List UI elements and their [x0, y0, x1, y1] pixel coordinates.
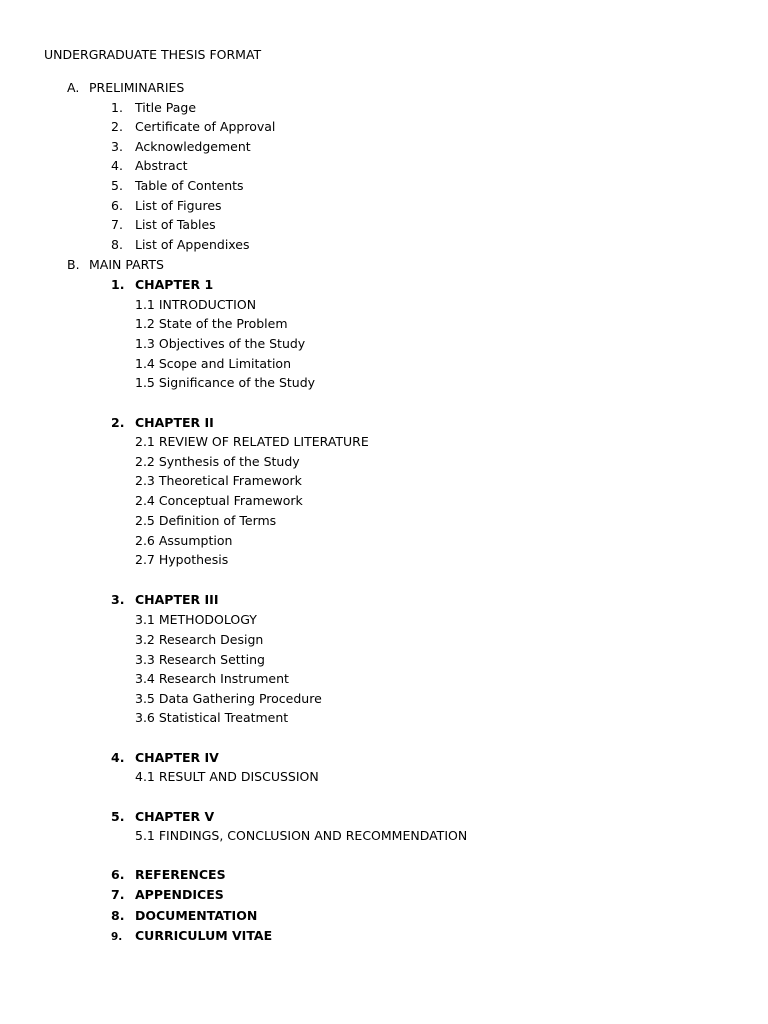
item-text: Title Page [135, 100, 197, 115]
list-item [111, 138, 251, 156]
item-text: APPENDICES [135, 887, 224, 902]
chapter-heading [111, 749, 219, 767]
subsection-item: 3.4 Research Instrument [135, 671, 289, 686]
subsection-item: 3.5 Data Gathering Procedure [135, 691, 322, 706]
subsection-item: 5.1 FINDINGS, CONCLUSION AND RECOMMENDATION [135, 828, 468, 843]
chapter-number: 3. [111, 592, 125, 607]
item-text: Abstract [135, 158, 188, 173]
section-b-heading [67, 256, 164, 274]
item-number: 1. [111, 100, 123, 115]
chapter-title: CHAPTER III [135, 592, 219, 607]
item-text: List of Appendixes [135, 237, 250, 252]
section-label: A. [67, 80, 80, 95]
item-text: CURRICULUM VITAE [135, 928, 273, 943]
document-title: UNDERGRADUATE THESIS FORMAT [44, 47, 262, 62]
chapter-title: CHAPTER V [135, 809, 215, 824]
list-item [111, 118, 275, 136]
chapter-heading [111, 808, 214, 826]
chapter-number: 5. [111, 809, 125, 824]
subsection-item: 1.5 Significance of the Study [135, 375, 316, 390]
subsection-item: 2.5 Definition of Terms [135, 513, 277, 528]
item-number: 8. [111, 237, 123, 252]
chapter-number: 1. [111, 277, 125, 292]
list-item [111, 216, 216, 234]
chapter-title: CHAPTER 1 [135, 277, 214, 292]
subsection-item: 3.2 Research Design [135, 632, 264, 647]
subsection-item: 2.1 REVIEW OF RELATED LITERATURE [135, 434, 369, 449]
chapter-number: 2. [111, 415, 125, 430]
chapter-title: CHAPTER II [135, 415, 214, 430]
end-item [111, 927, 272, 946]
subsection-item: 2.4 Conceptual Framework [135, 493, 303, 508]
end-item [111, 907, 257, 925]
item-text: Certificate of Approval [135, 119, 276, 134]
item-number: 5. [111, 178, 123, 193]
item-number: 9. [111, 931, 123, 943]
list-item [111, 157, 187, 175]
subsection-item: 4.1 RESULT AND DISCUSSION [135, 769, 319, 784]
item-number: 8. [111, 908, 125, 923]
item-number: 3. [111, 139, 123, 154]
item-number: 7. [111, 887, 125, 902]
subsection-item: 2.7 Hypothesis [135, 552, 229, 567]
chapter-heading [111, 276, 213, 294]
subsection-item: 2.3 Theoretical Framework [135, 473, 302, 488]
subsection-item: 1.3 Objectives of the Study [135, 336, 306, 351]
item-text: REFERENCES [135, 867, 226, 882]
chapter-heading [111, 591, 218, 609]
section-label: B. [67, 257, 80, 272]
subsection-item: 3.3 Research Setting [135, 652, 265, 667]
item-number: 7. [111, 217, 123, 232]
list-item [111, 236, 250, 254]
subsection-item: 2.2 Synthesis of the Study [135, 454, 300, 469]
chapter-title: CHAPTER IV [135, 750, 219, 765]
subsection-item: 3.1 METHODOLOGY [135, 612, 257, 627]
item-text: List of Tables [135, 217, 216, 232]
list-item [111, 197, 222, 215]
section-title: MAIN PARTS [89, 257, 164, 272]
list-item [111, 177, 244, 195]
item-number: 2. [111, 119, 123, 134]
section-a-heading [67, 79, 184, 97]
item-number: 4. [111, 158, 123, 173]
subsection-item: 3.6 Statistical Treatment [135, 710, 289, 725]
list-item [111, 99, 196, 117]
subsection-item: 1.1 INTRODUCTION [135, 297, 257, 312]
item-text: Acknowledgement [135, 139, 251, 154]
section-title: PRELIMINARIES [89, 80, 185, 95]
item-text: DOCUMENTATION [135, 908, 258, 923]
subsection-item: 2.6 Assumption [135, 533, 233, 548]
item-number: 6. [111, 198, 123, 213]
end-item [111, 886, 224, 904]
item-text: Table of Contents [135, 178, 244, 193]
subsection-item: 1.2 State of the Problem [135, 316, 288, 331]
subsection-item: 1.4 Scope and Limitation [135, 356, 291, 371]
chapter-number: 4. [111, 750, 125, 765]
item-text: List of Figures [135, 198, 222, 213]
chapter-heading [111, 414, 214, 432]
item-number: 6. [111, 867, 125, 882]
end-item [111, 866, 226, 884]
